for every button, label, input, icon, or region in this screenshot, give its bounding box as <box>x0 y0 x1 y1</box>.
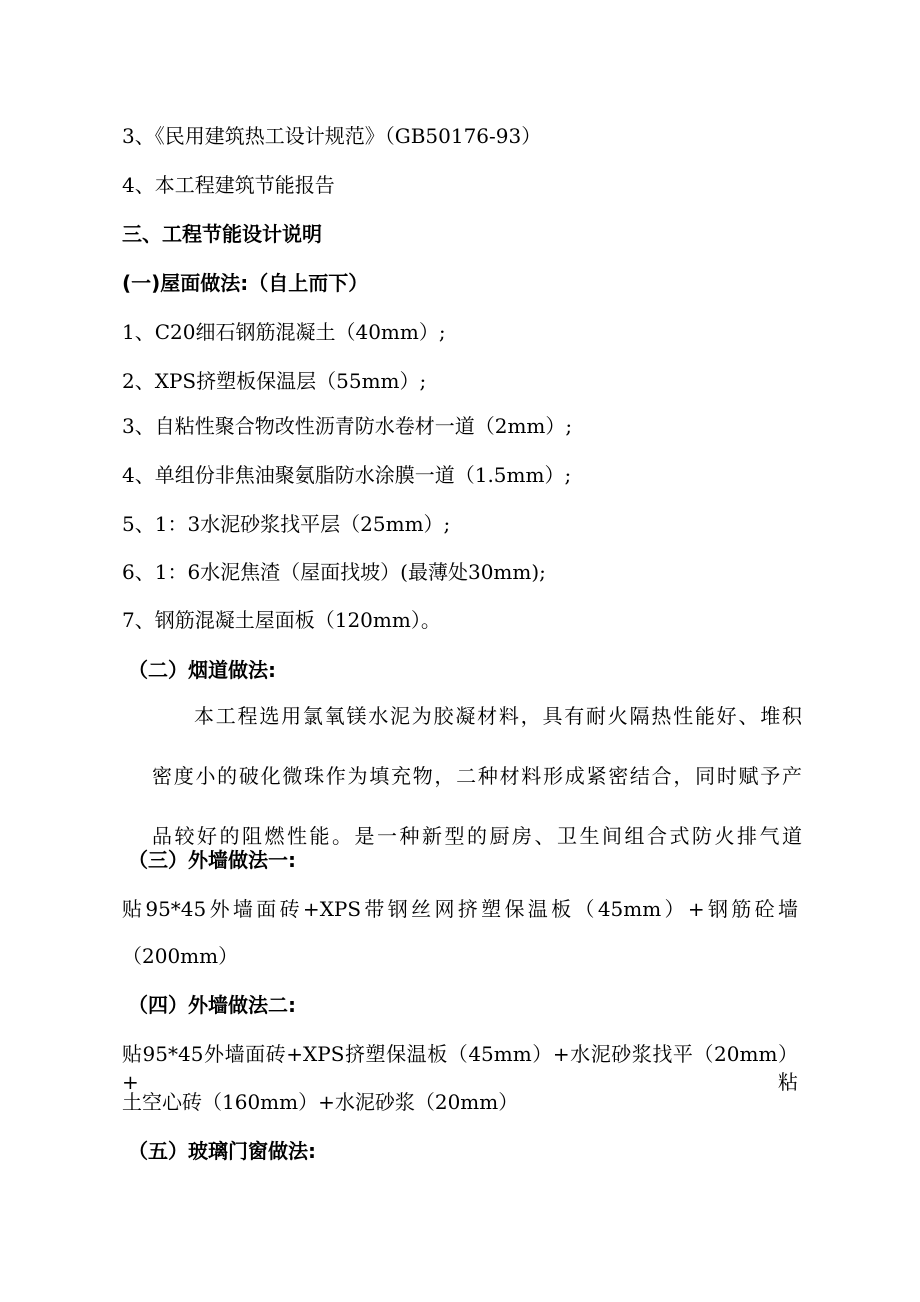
window-title: （五）玻璃门窗做法: <box>128 1139 316 1163</box>
section-title: 三、工程节能设计说明 <box>122 222 322 246</box>
roof-title: (一)屋面做法:（自上而下） <box>122 271 369 295</box>
flue-paragraph <box>152 686 802 866</box>
wall1-line-2: （200mm） <box>122 944 239 968</box>
wall2-line-2: 土空心砖（160mm）+水泥砂浆（20mm） <box>122 1090 519 1114</box>
roof-item-3: 3、自粘性聚合物改性沥青防水卷材一道（2mm）; <box>122 414 573 438</box>
roof-item-1: 1、C20细石钢筋混凝土（40mm）; <box>122 320 446 344</box>
roof-item-7: 7、钢筋混凝土屋面板（120mm）。 <box>122 608 441 632</box>
flue-line-3: 品较好的阻燃性能。是一种新型的厨房、卫生间组合式防火排气道 <box>152 824 802 848</box>
roof-item-5: 5、1：3水泥砂浆找平层（25mm）; <box>122 512 451 536</box>
roof-item-2: 2、XPS挤塑板保温层（55mm）; <box>122 369 427 393</box>
wall2-line-1: 贴95*45外墙面砖+XPS挤塑保温板（45mm）+水泥砂浆找平（20mm）+粘 <box>122 1042 798 1094</box>
wall1-title: （三）外墙做法一: <box>128 848 296 872</box>
roof-item-4: 4、单组份非焦油聚氨脂防水涂膜一道（1.5mm）; <box>122 463 572 487</box>
flue-line-2: 密度小的破化微珠作为填充物，二种材料形成紧密结合，同时赋予产 <box>152 764 802 788</box>
wall1-line-1: 贴95*45外墙面砖+XPS带钢丝网挤塑保温板（45mm）+钢筋砼墙 <box>122 897 798 921</box>
flue-line-1: 本工程选用氯氧镁水泥为胶凝材料，具有耐火隔热性能好、堆积 <box>194 704 802 728</box>
reference-item-4: 4、本工程建筑节能报告 <box>122 173 335 197</box>
reference-item-3: 3、《民用建筑热工设计规范》（GB50176-93） <box>122 124 542 148</box>
wall2-title: （四）外墙做法二: <box>128 993 296 1017</box>
roof-item-6: 6、1：6水泥焦渣（屋面找坡）(最薄处30mm); <box>122 560 546 584</box>
flue-title: （二）烟道做法: <box>128 658 276 682</box>
